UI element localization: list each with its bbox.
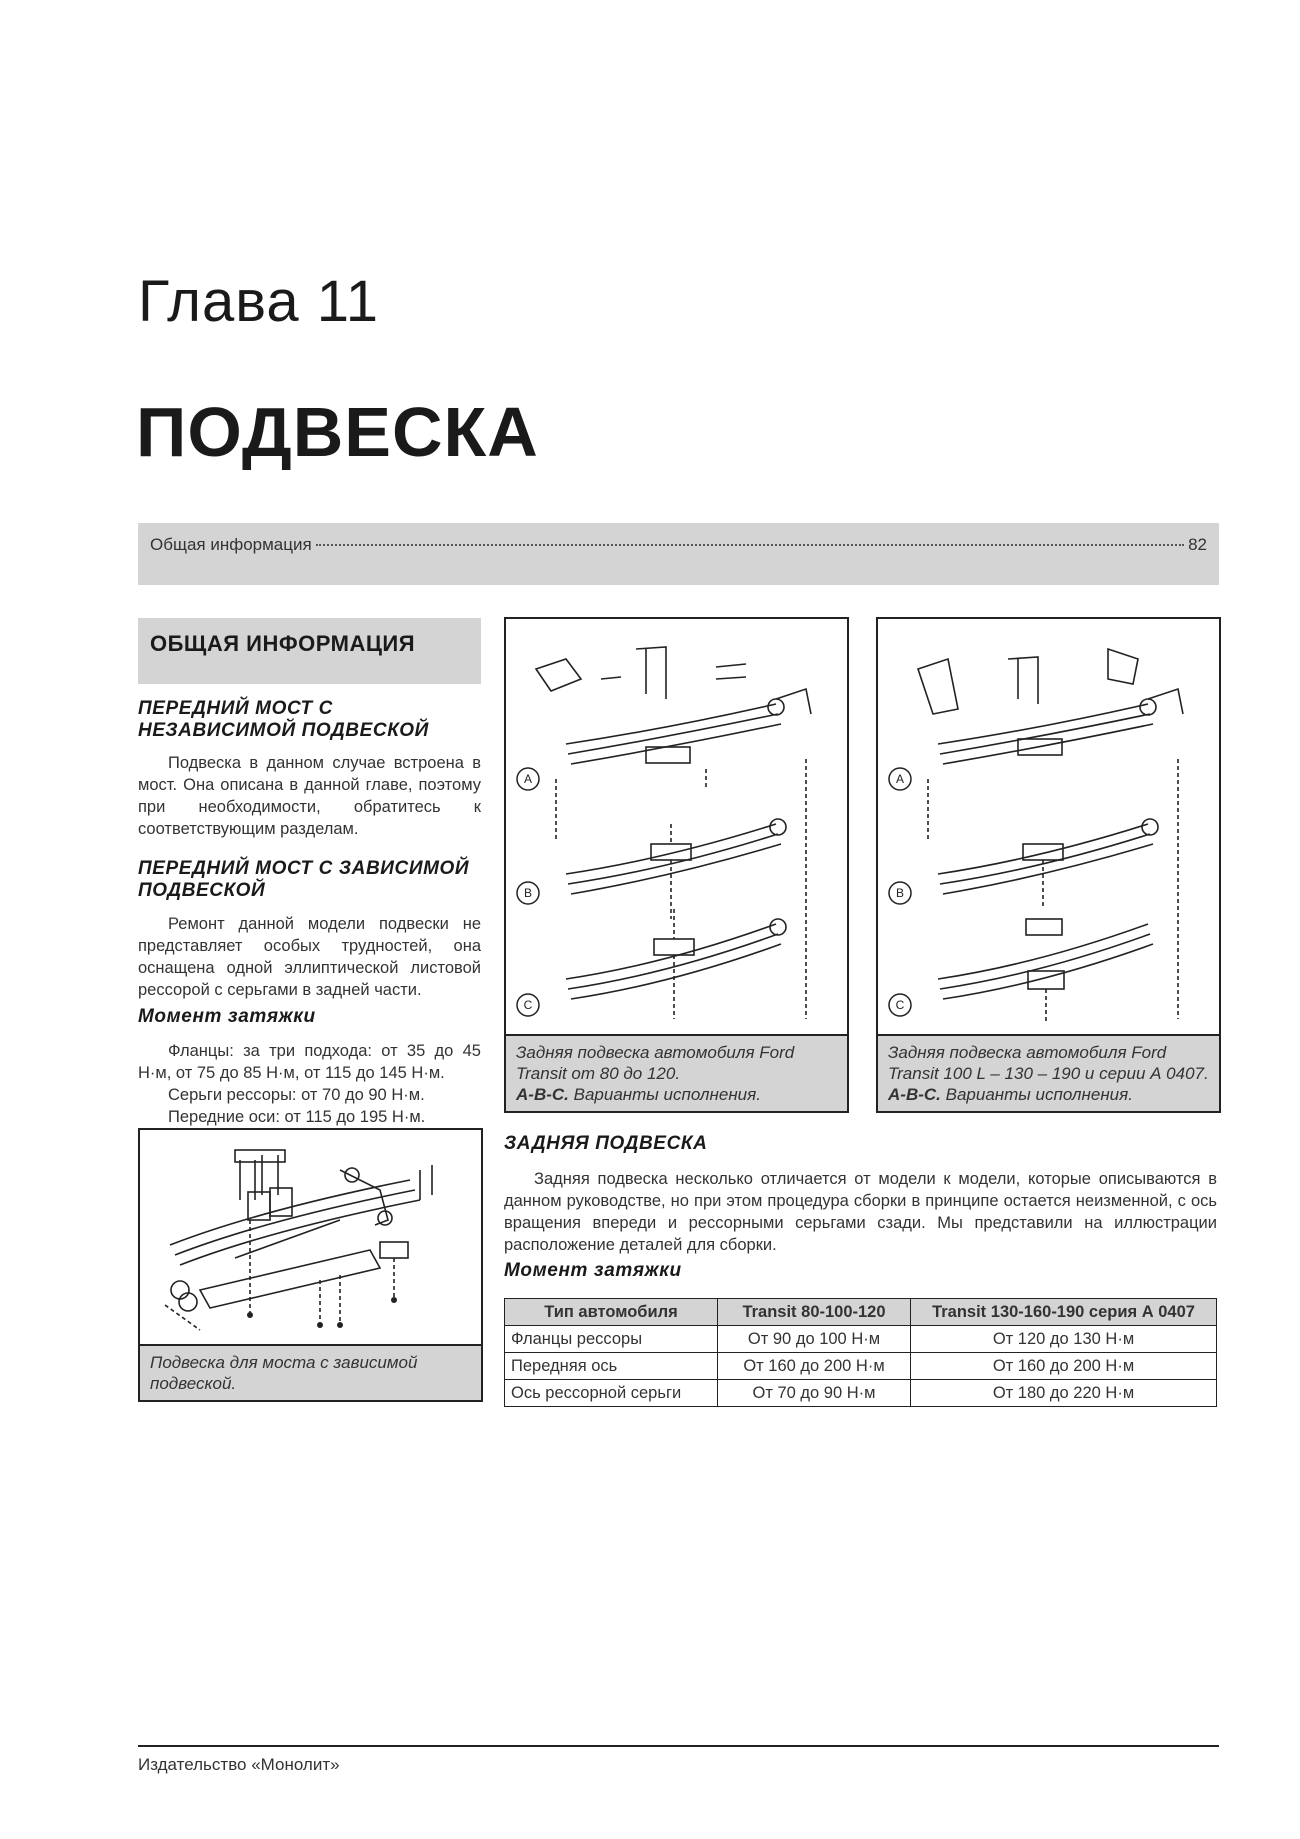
torque-line: Фланцы: за три подхода: от 35 до 45 Н·м, от 75 до 85 Н·м, от 115 до 145 Н·м.	[138, 1042, 481, 1082]
figure-variants-text: Варианты исполнения.	[945, 1085, 1133, 1104]
figure-rear-130-190	[876, 617, 1221, 1113]
table-cell: Фланцы рессоры	[505, 1326, 718, 1353]
toc-entry-label: Общая информация	[150, 535, 312, 554]
toc-dot-leader	[316, 544, 1184, 546]
figure-variants-text: Варианты исполнения.	[573, 1085, 761, 1104]
table-row	[505, 1380, 1217, 1407]
rear-suspension-80-120-diagram	[506, 619, 847, 1029]
table-header: Тип автомобиля	[505, 1299, 718, 1326]
front-independent-heading: ПЕРЕДНИЙ МОСТ С НЕЗАВИСИМОЙ ПОДВЕСКОЙ	[138, 698, 429, 741]
section-heading: ОБЩАЯ ИНФОРМАЦИЯ	[150, 631, 416, 656]
figure-caption	[506, 1034, 847, 1111]
torque-table	[504, 1298, 1217, 1407]
figure-caption: Подвеска для моста с зависимой подвеской.	[140, 1344, 481, 1400]
figure-caption-text: Задняя подвеска автомобиля Ford Transit 100 L – 130 – 190 и серии А 0407.	[888, 1043, 1209, 1083]
variant-label-a: A	[523, 772, 533, 786]
variant-label-c: C	[523, 998, 533, 1012]
figure-variants-label: A-B-C.	[516, 1085, 569, 1104]
table-header-row	[505, 1299, 1217, 1326]
variant-label-b: B	[523, 886, 533, 900]
table-header: Transit 130-160-190 серия А 0407	[911, 1299, 1217, 1326]
figure-rear-80-120	[504, 617, 849, 1113]
table-cell: От 70 до 90 Н·м	[718, 1380, 911, 1407]
figure-caption	[878, 1034, 1219, 1111]
torque-line: Передние оси: от 115 до 195 Н·м.	[168, 1108, 426, 1126]
table-cell: Ось рессорной серьги	[505, 1380, 718, 1407]
rear-suspension-heading: ЗАДНЯЯ ПОДВЕСКА	[504, 1133, 708, 1154]
torque-heading-right: Момент затяжки	[504, 1260, 682, 1281]
table-cell: От 180 до 220 Н·м	[911, 1380, 1217, 1407]
table-row	[505, 1353, 1217, 1380]
toc-entry[interactable]	[150, 535, 1207, 555]
figure-front-dependent	[138, 1128, 483, 1402]
variant-label-b: B	[895, 886, 905, 900]
front-dependent-text: Ремонт данной модели подвески не представляет особых трудностей, она оснащена одной эллиптической листовой рессорой с серьгами в задней части.	[138, 915, 481, 999]
toc-entry-page: 82	[1188, 535, 1207, 554]
publisher-footer: Издательство «Монолит»	[138, 1755, 340, 1774]
variant-label-a: A	[895, 772, 905, 786]
table-cell: От 160 до 200 Н·м	[911, 1353, 1217, 1380]
table-header: Transit 80-100-120	[718, 1299, 911, 1326]
rear-suspension-130-190-diagram	[878, 619, 1219, 1029]
front-dependent-heading: ПЕРЕДНИЙ МОСТ С ЗАВИСИМОЙ ПОДВЕСКОЙ	[138, 858, 470, 901]
torque-line: Серьги рессоры: от 70 до 90 Н·м.	[168, 1086, 425, 1104]
table-cell: От 160 до 200 Н·м	[718, 1353, 911, 1380]
figure-caption-text: Задняя подвеска автомобиля Ford Transit от 80 до 120.	[516, 1043, 795, 1083]
torque-heading-left: Момент затяжки	[138, 1006, 316, 1027]
table-of-contents	[138, 523, 1219, 585]
front-independent-text: Подвеска в данном случае встроена в мост. Она описана в данной главе, поэтому при необходимости, обратитесь к соответствующим разделам.	[138, 754, 481, 838]
table-cell: От 90 до 100 Н·м	[718, 1326, 911, 1353]
footer-rule	[138, 1745, 1219, 1747]
table-cell: От 120 до 130 Н·м	[911, 1326, 1217, 1353]
figure-variants-label: A-B-C.	[888, 1085, 941, 1104]
variant-label-c: C	[895, 998, 905, 1012]
torque-list-left	[138, 1040, 481, 1128]
table-row	[505, 1326, 1217, 1353]
section-heading-box	[138, 618, 481, 684]
front-dependent-suspension-diagram	[140, 1130, 481, 1335]
rear-suspension-text: Задняя подвеска несколько отличается от модели к модели, которые описываются в данном руководстве, но при этом процедура сборки в принципе остается неизменной, с ось вращения впереди и рессорными серьгами сзади. Мы представили на иллюстрации расположение деталей для сборки.	[504, 1170, 1217, 1254]
page-title: ПОДВЕСКА	[136, 393, 539, 471]
table-cell: Передняя ось	[505, 1353, 718, 1380]
chapter-number: Глава 11	[138, 269, 379, 334]
